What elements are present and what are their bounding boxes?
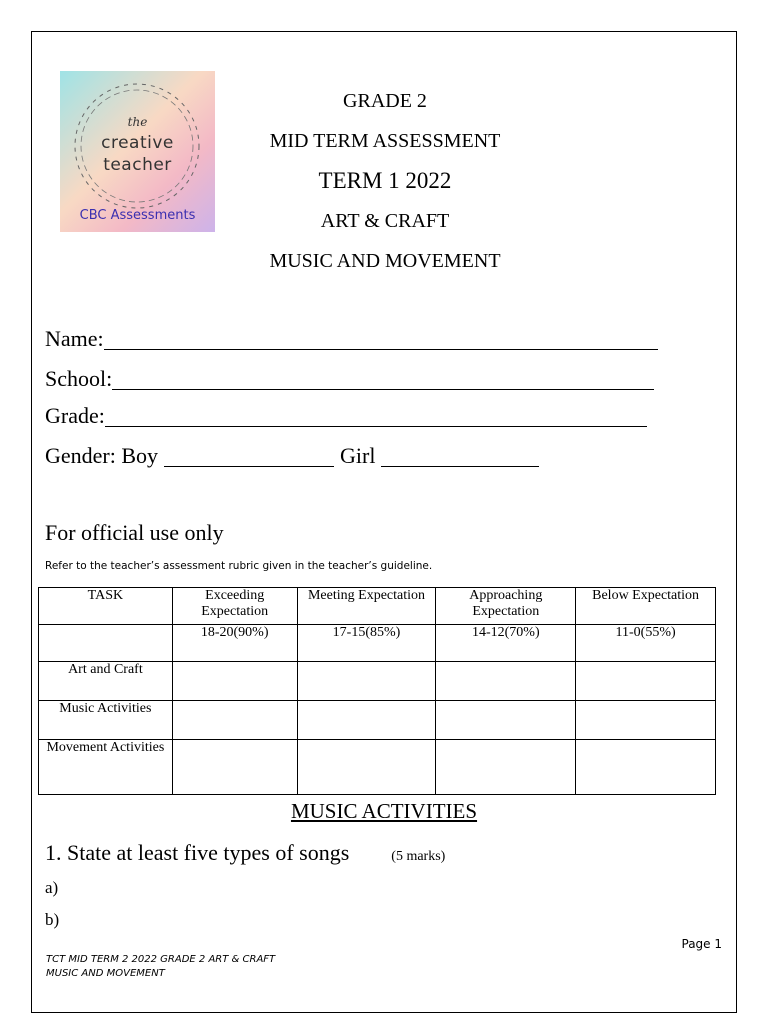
term-title: TERM 1 2022 bbox=[318, 168, 452, 193]
table-row bbox=[39, 625, 716, 662]
table-header: Exceeding Expectation bbox=[172, 588, 297, 625]
footer-line-2: MUSIC AND MOVEMENT bbox=[46, 968, 165, 979]
logo-creative-text: creative bbox=[101, 133, 174, 153]
table-row bbox=[39, 740, 716, 795]
name-input-line[interactable] bbox=[104, 348, 658, 350]
creative-teacher-logo bbox=[60, 71, 215, 232]
name-field bbox=[45, 326, 658, 352]
gender-boy-label: Gender: Boy bbox=[45, 443, 159, 468]
music-activities-heading: MUSIC ACTIVITIES bbox=[290, 799, 478, 823]
boy-input-line[interactable] bbox=[164, 465, 334, 467]
score-cell[interactable] bbox=[576, 662, 716, 701]
score-cell[interactable] bbox=[576, 740, 716, 795]
question-1-marks: (5 marks) bbox=[391, 849, 446, 864]
official-use-heading: For official use only bbox=[45, 520, 224, 545]
score-cell[interactable] bbox=[297, 662, 436, 701]
grade-input-line[interactable] bbox=[105, 425, 647, 427]
table-header: TASK bbox=[39, 588, 173, 625]
gender-field bbox=[45, 443, 539, 469]
subject-music-movement: MUSIC AND MOVEMENT bbox=[269, 250, 501, 272]
score-cell[interactable] bbox=[172, 662, 297, 701]
score-cell[interactable] bbox=[297, 701, 436, 740]
table-cell: 18-20(90%) bbox=[172, 625, 297, 662]
table-cell bbox=[39, 625, 173, 662]
table-cell-task: Movement Activities bbox=[39, 740, 173, 795]
table-cell: 11-0(55%) bbox=[576, 625, 716, 662]
table-row bbox=[39, 662, 716, 701]
grade-field bbox=[45, 403, 647, 429]
question-1-text: 1. State at least five types of songs bbox=[45, 840, 350, 865]
grade-title: GRADE 2 bbox=[343, 90, 427, 112]
rubric-note: Refer to the teacher’s assessment rubric given in the teacher’s guideline. bbox=[45, 560, 433, 572]
table-cell: 17-15(85%) bbox=[297, 625, 436, 662]
school-input-line[interactable] bbox=[112, 388, 654, 390]
logo-caption: CBC Assessments bbox=[79, 208, 196, 223]
name-label: Name: bbox=[45, 326, 104, 351]
table-cell-task: Music Activities bbox=[39, 701, 173, 740]
gender-girl-label: Girl bbox=[340, 443, 376, 468]
answer-b-label: b) bbox=[45, 910, 60, 929]
assessment-title: MID TERM ASSESSMENT bbox=[269, 130, 501, 152]
page-number: Page 1 bbox=[681, 937, 722, 951]
score-cell[interactable] bbox=[436, 740, 576, 795]
girl-input-line[interactable] bbox=[381, 465, 539, 467]
score-cell[interactable] bbox=[576, 701, 716, 740]
page-footer bbox=[46, 953, 275, 981]
logo-teacher-text: teacher bbox=[103, 155, 172, 175]
table-cell: 14-12(70%) bbox=[436, 625, 576, 662]
subject-art-craft: ART & CRAFT bbox=[320, 210, 450, 232]
table-header: Meeting Expectation bbox=[297, 588, 436, 625]
table-cell-task: Art and Craft bbox=[39, 662, 173, 701]
assessment-rubric-table bbox=[38, 587, 716, 795]
table-header-row bbox=[39, 588, 716, 625]
school-field bbox=[45, 366, 654, 392]
score-cell[interactable] bbox=[172, 740, 297, 795]
school-label: School: bbox=[45, 366, 113, 391]
score-cell[interactable] bbox=[297, 740, 436, 795]
table-header: Below Expectation bbox=[576, 588, 716, 625]
score-cell[interactable] bbox=[172, 701, 297, 740]
table-row bbox=[39, 701, 716, 740]
table-header: Approaching Expectation bbox=[436, 588, 576, 625]
score-cell[interactable] bbox=[436, 662, 576, 701]
score-cell[interactable] bbox=[436, 701, 576, 740]
footer-line-1: TCT MID TERM 2 2022 GRADE 2 ART & CRAFT bbox=[46, 954, 276, 965]
grade-label: Grade: bbox=[45, 403, 105, 428]
logo-the-text: the bbox=[127, 115, 148, 129]
answer-a-label: a) bbox=[45, 878, 59, 897]
question-1 bbox=[45, 840, 445, 866]
